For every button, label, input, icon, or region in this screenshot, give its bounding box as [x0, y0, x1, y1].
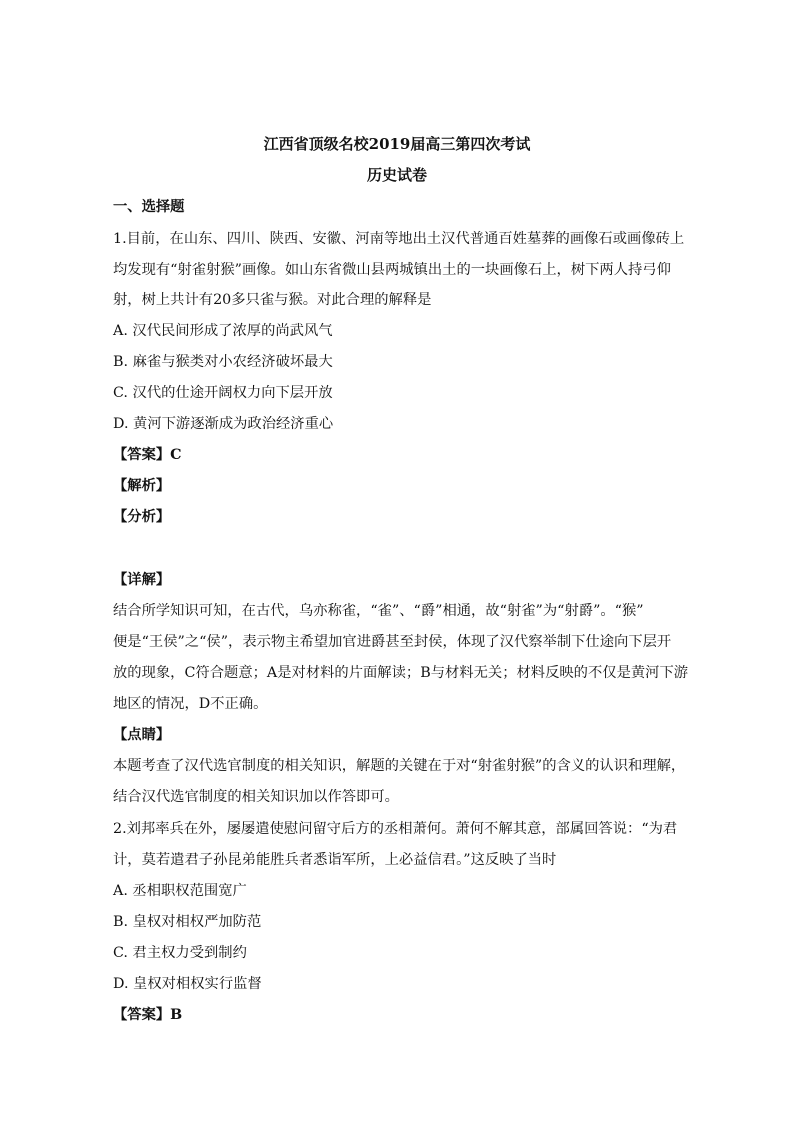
q1-option-d: D. 黄河下游逐渐成为政治经济重心: [113, 416, 334, 432]
q1-option-c: C. 汉代的仕途开阔权力向下层开放: [113, 385, 333, 401]
q1-comment-line: 本题考查了汉代选官制度的相关知识，解题的关键在于对“射雀射猴”的含义的认识和理解，: [113, 758, 686, 774]
q1-option-a: A. 汉代民间形成了浓厚的尚武风气: [113, 323, 333, 339]
q1-comment-line: 结合汉代选官制度的相关知识加以作答即可。: [113, 789, 399, 805]
section-heading: 一、选择题: [113, 199, 185, 215]
q1-stem-line: 1.目前，在山东、四川、陕西、安徽、河南等地出土汉代普通百姓墓葬的画像石或画像砖上: [113, 231, 685, 247]
q1-fenxi-label: 【分析】: [113, 509, 171, 525]
q2-answer: 【答案】B: [113, 1007, 183, 1023]
q1-analysis-label: 【解析】: [113, 478, 171, 494]
q1-stem-line: 射，树上共计有20多只雀与猴。对此合理的解释是: [113, 292, 432, 308]
q1-detail-label: 【详解】: [113, 572, 171, 588]
q2-option-b: B. 皇权对相权严加防范: [113, 914, 262, 930]
q2-stem-line: 计，莫若遣君子孙昆弟能胜兵者悉诣军所，上必益信君。”这反映了当时: [113, 852, 557, 868]
q1-option-b: B. 麻雀与猴类对小农经济破坏最大: [113, 354, 333, 370]
q1-detail-line: 地区的情况，D不正确。: [113, 696, 268, 712]
q1-detail-line: 放的现象，C符合题意；A是对材料的片面解读；B与材料无关；材料反映的不仅是黄河下游: [113, 665, 689, 681]
q1-answer: 【答案】C: [113, 447, 182, 463]
q2-option-a: A. 丞相职权范围宽广: [113, 883, 247, 899]
exam-subtitle: 历史试卷: [366, 166, 427, 184]
q1-stem-line: 均发现有“射雀射猴”画像。如山东省微山县两城镇出土的一块画像石上，树下两人持弓仰: [113, 262, 671, 278]
q2-option-c: C. 君主权力受到制约: [113, 945, 247, 961]
q2-option-d: D. 皇权对相权实行监督: [113, 976, 262, 992]
q1-comment-label: 【点睛】: [113, 727, 171, 743]
q1-detail-line: 结合所学知识可知，在古代，乌亦称雀，“雀”、“爵”相通，故“射雀”为“射爵”。“猴”: [113, 603, 644, 619]
q1-detail-line: 便是“王侯”之“侯”，表示物主希望加官进爵甚至封侯，体现了汉代察举制下仕途向下层开: [113, 634, 672, 650]
q2-stem-line: 2.刘邦率兵在外，屡屡遣使慰问留守后方的丞相萧何。萧何不解其意，部属回答说：“为君: [113, 821, 678, 837]
exam-title: 江西省顶级名校2019届高三第四次考试: [263, 135, 531, 153]
